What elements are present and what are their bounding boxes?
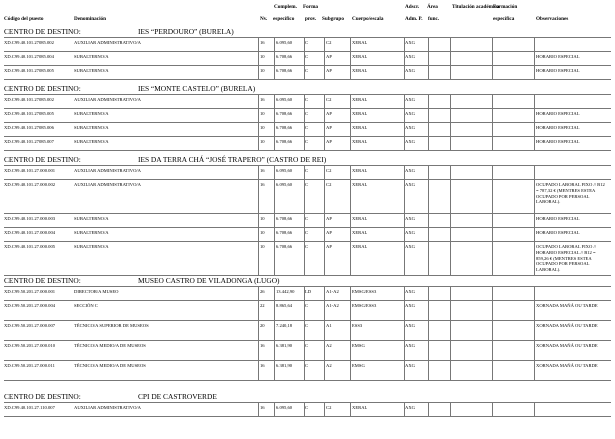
cell-complem: 6.708,66 xyxy=(276,68,293,73)
cell-nv: 22 xyxy=(260,303,265,308)
cell-code: XD.C99.40.101.27085.002 xyxy=(4,40,54,45)
cell-subgrupo: AP xyxy=(326,139,332,144)
header-complem: Complem. xyxy=(274,4,297,10)
row-divider xyxy=(4,108,611,109)
table-row xyxy=(4,97,611,108)
cell-cuerpo: XERAL xyxy=(352,216,368,221)
cell-adscr: AXG xyxy=(405,40,415,45)
column-divider xyxy=(324,94,325,150)
cell-adscr: AXG xyxy=(405,97,415,102)
row-divider xyxy=(4,213,611,214)
cell-observaciones: XORNADA MAÑÁ OU TARDE xyxy=(536,323,598,328)
cell-forma: LD xyxy=(305,289,312,294)
column-divider xyxy=(304,94,305,150)
cell-cuerpo: XERAL xyxy=(352,111,368,116)
column-divider xyxy=(492,286,493,380)
row-divider xyxy=(4,79,611,80)
column-divider xyxy=(258,286,259,380)
cell-denominacion: SUBALTERNO/A xyxy=(74,230,109,235)
column-divider xyxy=(258,37,259,79)
cell-adscr: AXG xyxy=(405,289,415,294)
cell-adscr: AXG xyxy=(405,125,415,130)
column-divider xyxy=(350,402,351,416)
table-row xyxy=(4,111,611,122)
section-label: CENTRO DE DESTINO: xyxy=(4,276,81,285)
cell-cuerpo: ESS3 xyxy=(352,323,363,328)
column-divider xyxy=(324,165,325,275)
cell-forma: C xyxy=(305,168,309,173)
row-divider xyxy=(4,179,611,180)
table-row xyxy=(4,289,611,300)
cell-cuerpo: XERAL xyxy=(352,40,368,45)
column-divider xyxy=(534,402,535,416)
cell-complem: 6.381,90 xyxy=(276,363,293,368)
column-divider xyxy=(274,165,275,275)
cell-cuerpo: XERAL xyxy=(352,54,368,59)
cell-nv: 16 xyxy=(260,182,265,187)
column-divider xyxy=(428,37,429,79)
column-divider xyxy=(450,37,451,79)
cell-adscr: AXG xyxy=(405,68,415,73)
cell-adscr: AXG xyxy=(405,323,415,328)
row-divider xyxy=(4,150,611,151)
cell-observaciones: HORARIO ESPECIAL xyxy=(536,54,580,59)
cell-subgrupo: AP xyxy=(326,68,332,73)
cell-complem: 6.095,60 xyxy=(276,40,293,45)
column-divider xyxy=(450,165,451,275)
cell-observaciones: HORARIO ESPECIAL xyxy=(536,216,580,221)
header-codigo: Código del puesto xyxy=(4,16,44,22)
column-divider xyxy=(404,286,405,380)
cell-denominacion: AUXILIAR ADMINISTRATIVO/A xyxy=(74,405,141,410)
cell-forma: C xyxy=(305,125,309,130)
section-center-name: IES DA TERRA CHÁ “JOSÉ TRAPERO” (CASTRO DE REI) xyxy=(138,155,327,164)
cell-adscr: AXG xyxy=(405,168,415,173)
column-divider xyxy=(534,94,535,150)
cell-nv: 16 xyxy=(260,343,265,348)
cell-cuerpo: XERAL xyxy=(352,68,368,73)
cell-observaciones: HORARIO ESPECIAL xyxy=(536,139,580,144)
cell-cuerpo: XERAL xyxy=(352,125,368,130)
cell-complem: 8.865,64 xyxy=(276,303,293,308)
section-label: CENTRO DE DESTINO: xyxy=(4,155,81,164)
cell-code: XD.C99.50.201.27.000.001 xyxy=(4,289,56,294)
section-label: CENTRO DE DESTINO: xyxy=(4,392,81,401)
cell-observaciones: HORARIO ESPECIAL xyxy=(536,68,580,73)
cell-complem: 6.095,60 xyxy=(276,97,293,102)
cell-denominacion: AUXILIAR ADMINISTRATIVO/A xyxy=(74,40,141,45)
column-divider xyxy=(534,286,535,380)
column-divider xyxy=(404,94,405,150)
cell-code: XD.C99.40.101.27085.005 xyxy=(4,111,54,116)
column-divider xyxy=(258,165,259,275)
cell-cuerpo: XERAL xyxy=(352,244,368,249)
column-divider xyxy=(324,402,325,416)
cell-subgrupo: AP xyxy=(326,244,332,249)
cell-cuerpo: XERAL xyxy=(352,182,368,187)
row-divider xyxy=(4,380,611,381)
cell-complem: 6.095,60 xyxy=(276,168,293,173)
cell-code: XD.C99.50.201.27.000.010 xyxy=(4,343,56,348)
cell-denominacion: AUXILIAR ADMINISTRATIVO/A xyxy=(74,182,141,187)
cell-denominacion: DIRECTOR/A MUSEO xyxy=(74,289,119,294)
cell-code: XD.C99.40.101.27085.006 xyxy=(4,125,54,130)
cell-code: XD.C99.40.101.27085.005 xyxy=(4,68,54,73)
row-divider xyxy=(4,300,611,301)
cell-observaciones: XORNADA MAÑÁ OU TARDE xyxy=(536,363,598,368)
cell-subgrupo: A2 xyxy=(326,343,332,348)
column-divider xyxy=(350,94,351,150)
cell-forma: C xyxy=(305,343,309,348)
cell-adscr: AXG xyxy=(405,182,415,187)
cell-nv: 16 xyxy=(260,405,265,410)
cell-denominacion: SUBALTERNO/A xyxy=(74,125,109,130)
column-divider xyxy=(324,37,325,79)
row-divider xyxy=(4,286,611,287)
cell-code: XD.C99.40.101.27085.004 xyxy=(4,54,54,59)
cell-nv: 16 xyxy=(260,363,265,368)
cell-forma: C xyxy=(305,303,309,308)
section-label: CENTRO DE DESTINO: xyxy=(4,27,81,36)
row-divider xyxy=(4,227,611,228)
cell-adscr: AXG xyxy=(405,54,415,59)
cell-denominacion: TÉCNICO/A MEDIO/A DE MUSEOS xyxy=(74,363,146,368)
header-formacion-especifica: específica xyxy=(493,16,515,22)
cell-adscr: AXG xyxy=(405,303,415,308)
header-observaciones: Observaciones xyxy=(536,16,569,22)
column-divider xyxy=(350,286,351,380)
cell-code: XD.C99.40.101.27.000.004 xyxy=(4,230,56,235)
cell-complem: 6.708,66 xyxy=(276,230,293,235)
cell-cuerpo: EMSG xyxy=(352,343,365,348)
row-divider xyxy=(4,122,611,123)
cell-denominacion: AUXILIAR ADMINISTRATIVO/A xyxy=(74,97,141,102)
cell-observaciones: HORARIO ESPECIAL xyxy=(536,230,580,235)
cell-forma: C xyxy=(305,97,309,102)
header-admp: Adm. P. xyxy=(405,16,423,22)
cell-complem: 6.708,66 xyxy=(276,111,293,116)
cell-nv: 10 xyxy=(260,68,265,73)
cell-forma: C xyxy=(305,54,309,59)
cell-complem: 6.708,66 xyxy=(276,54,293,59)
header-subgrupo: Subgrupo xyxy=(322,16,344,22)
row-divider xyxy=(4,340,611,341)
cell-code: XD.C99.40.101.27.000.002 xyxy=(4,182,56,187)
cell-observaciones: HORARIO ESPECIAL xyxy=(536,125,580,130)
cell-cuerpo: EMSG xyxy=(352,363,365,368)
cell-nv: 10 xyxy=(260,111,265,116)
cell-forma: C xyxy=(305,216,309,221)
cell-nv: 10 xyxy=(260,54,265,59)
cell-cuerpo: XERAL xyxy=(352,97,368,102)
table-row xyxy=(4,405,611,416)
column-divider xyxy=(304,286,305,380)
cell-code: XD.C99.40.101.27.000.005 xyxy=(4,244,56,249)
cell-forma: C xyxy=(305,139,309,144)
cell-complem: 13.442,90 xyxy=(276,289,295,294)
cell-denominacion: TÉCNICO/A SUPERIOR DE MUSEOS xyxy=(74,323,149,328)
column-divider xyxy=(492,402,493,416)
row-divider xyxy=(4,241,611,242)
column-divider xyxy=(324,286,325,380)
row-divider xyxy=(4,360,611,361)
header-nv: Nv. xyxy=(260,16,268,22)
cell-nv: 16 xyxy=(260,97,265,102)
column-divider xyxy=(428,402,429,416)
cell-denominacion: SUBALTERNO/A xyxy=(74,216,109,221)
cell-code: XD.C99.40.101.27.000.003 xyxy=(4,216,56,221)
cell-code: XD.C99.50.201.27.000.011 xyxy=(4,363,55,368)
cell-complem: 6.095,60 xyxy=(276,182,293,187)
column-divider xyxy=(492,94,493,150)
cell-denominacion: SUBALTERNO/A xyxy=(74,244,109,249)
section-center-name: IES “MONTE CASTELO” (BURELA) xyxy=(138,84,256,93)
cell-subgrupo: C2 xyxy=(326,182,332,187)
column-divider xyxy=(428,165,429,275)
cell-subgrupo: A1 xyxy=(326,323,332,328)
column-divider xyxy=(450,286,451,380)
cell-subgrupo: AP xyxy=(326,111,332,116)
column-divider xyxy=(534,165,535,275)
table-row xyxy=(4,230,611,241)
section-center-name: IES “PERDOURO” (BURELA) xyxy=(138,27,234,36)
cell-forma: C xyxy=(305,230,309,235)
cell-observaciones: OCUPADO LABORAL FIXO // B12 = 787,32 € (MENTRES ESTEA OCUPADO POR PERSOAL LABORAL). xyxy=(536,182,605,205)
cell-adscr: AXG xyxy=(405,405,415,410)
cell-complem: 6.095,60 xyxy=(276,405,293,410)
cell-complem: 7.240,18 xyxy=(276,323,293,328)
header-area: Área xyxy=(427,4,438,10)
cell-subgrupo: AP xyxy=(326,216,332,221)
cell-adscr: AXG xyxy=(405,139,415,144)
cell-subgrupo: AP xyxy=(326,54,332,59)
table-row xyxy=(4,244,611,275)
row-divider xyxy=(4,402,611,403)
column-divider xyxy=(258,402,259,416)
column-divider xyxy=(450,402,451,416)
cell-subgrupo: C2 xyxy=(326,40,332,45)
cell-observaciones: HORARIO ESPECIAL xyxy=(536,111,580,116)
cell-nv: 10 xyxy=(260,139,265,144)
cell-cuerpo: XERAL xyxy=(352,405,368,410)
header-adscr: Adscr. xyxy=(405,4,420,10)
section-center-name: MUSEO CASTRO DE VILADONGA (LUGO) xyxy=(138,276,280,285)
header-denominacion: Denominación xyxy=(74,16,106,22)
cell-complem: 6.708,66 xyxy=(276,216,293,221)
row-divider xyxy=(4,37,611,38)
cell-adscr: AXG xyxy=(405,244,415,249)
cell-code: XD.C99.40.101.27085.002 xyxy=(4,97,54,102)
cell-cuerpo: XERAL xyxy=(352,168,368,173)
section-label: CENTRO DE DESTINO: xyxy=(4,84,81,93)
cell-subgrupo: C2 xyxy=(326,405,332,410)
cell-adscr: AXG xyxy=(405,363,415,368)
row-divider xyxy=(4,51,611,52)
cell-nv: 10 xyxy=(260,216,265,221)
cell-nv: 20 xyxy=(260,323,265,328)
cell-forma: C xyxy=(305,40,309,45)
cell-adscr: AXG xyxy=(405,230,415,235)
cell-forma: C xyxy=(305,244,309,249)
cell-cuerpo: EMSG/ESS3 xyxy=(352,303,377,308)
header-titulacion: Titulación académica xyxy=(452,4,500,10)
table-row xyxy=(4,125,611,136)
table-row xyxy=(4,68,611,79)
cell-cuerpo: XERAL xyxy=(352,230,368,235)
cell-adscr: AXG xyxy=(405,111,415,116)
cell-denominacion: SUBALTERNO/A xyxy=(74,111,109,116)
cell-complem: 6.708,66 xyxy=(276,125,293,130)
column-divider xyxy=(404,165,405,275)
cell-denominacion: SUBALTERNO/A xyxy=(74,54,109,59)
header-especifico: específico xyxy=(273,16,295,22)
cell-code: XD.C99.40.101.27085.007 xyxy=(4,139,54,144)
cell-adscr: AXG xyxy=(405,216,415,221)
header-prov: prov. xyxy=(305,16,317,22)
cell-code: XD.C99.50.201.27.000.004 xyxy=(4,303,56,308)
cell-forma: C xyxy=(305,363,309,368)
cell-observaciones: OCUPADO LABORAL FIXO // HORARIO ESPECIAL // B12 = 859,26 € (MENTRES ESTEA OCUPADO POR PERSOAL LABORAL). xyxy=(536,244,597,273)
column-divider xyxy=(492,165,493,275)
cell-forma: C xyxy=(305,405,309,410)
table-row xyxy=(4,182,611,213)
cell-nv: 10 xyxy=(260,244,265,249)
cell-complem: 6.381,90 xyxy=(276,343,293,348)
cell-forma: C xyxy=(305,111,309,116)
section-center-name: CPI DE CASTROVERDE xyxy=(138,392,217,401)
cell-subgrupo: A1-A2 xyxy=(326,289,339,294)
cell-code: XD.C99.40.101.27.110.007 xyxy=(4,405,55,410)
cell-subgrupo: C2 xyxy=(326,97,332,102)
cell-subgrupo: C2 xyxy=(326,168,332,173)
cell-code: XD.C99.40.101.27.000.001 xyxy=(4,168,56,173)
row-divider xyxy=(4,165,611,166)
table-row xyxy=(4,54,611,65)
cell-forma: C xyxy=(305,182,309,187)
cell-nv: 16 xyxy=(260,40,265,45)
row-divider xyxy=(4,65,611,66)
column-divider xyxy=(274,402,275,416)
column-divider xyxy=(428,286,429,380)
cell-denominacion: TÉCNICO/A MEDIO/A DE MUSEOS xyxy=(74,343,146,348)
cell-adscr: AXG xyxy=(405,343,415,348)
table-row xyxy=(4,343,611,360)
cell-forma: C xyxy=(305,68,309,73)
table-row xyxy=(4,323,611,340)
table-row xyxy=(4,40,611,51)
header-formacion: Formación xyxy=(493,4,518,10)
column-divider xyxy=(492,37,493,79)
table-row xyxy=(4,363,611,380)
header-forma: Forma xyxy=(303,4,318,10)
column-divider xyxy=(304,165,305,275)
cell-denominacion: SUBALTERNO/A xyxy=(74,139,109,144)
table-row xyxy=(4,139,611,150)
column-divider xyxy=(404,37,405,79)
table-row xyxy=(4,303,611,320)
cell-denominacion: SECCIÓN C xyxy=(74,303,98,308)
cell-nv: 10 xyxy=(260,230,265,235)
cell-denominacion: SUBALTERNO/A xyxy=(74,68,109,73)
cell-denominacion: AUXILIAR ADMINISTRATIVO/A xyxy=(74,168,141,173)
cell-complem: 6.708,66 xyxy=(276,139,293,144)
cell-nv: 26 xyxy=(260,289,265,294)
table-row xyxy=(4,216,611,227)
cell-subgrupo: A1-A2 xyxy=(326,303,339,308)
cell-subgrupo: AP xyxy=(326,125,332,130)
column-divider xyxy=(428,94,429,150)
row-divider xyxy=(4,320,611,321)
column-divider xyxy=(534,37,535,79)
row-divider xyxy=(4,416,611,417)
column-divider xyxy=(274,286,275,380)
table-row xyxy=(4,168,611,179)
column-divider xyxy=(350,165,351,275)
cell-cuerpo: XERAL xyxy=(352,139,368,144)
header-func: func. xyxy=(428,16,440,22)
cell-nv: 10 xyxy=(260,125,265,130)
column-divider xyxy=(304,402,305,416)
column-divider xyxy=(258,94,259,150)
column-divider xyxy=(350,37,351,79)
column-divider xyxy=(274,37,275,79)
cell-complem: 6.708,66 xyxy=(276,244,293,249)
cell-observaciones: XORNADA MAÑÁ OU TARDE xyxy=(536,303,598,308)
cell-code: XD.C99.50.201.27.000.007 xyxy=(4,323,56,328)
column-divider xyxy=(450,94,451,150)
row-divider xyxy=(4,136,611,137)
cell-subgrupo: AP xyxy=(326,230,332,235)
cell-forma: C xyxy=(305,323,309,328)
column-divider xyxy=(404,402,405,416)
row-divider xyxy=(4,275,611,276)
cell-observaciones: XORNADA MAÑÁ OU TARDE xyxy=(536,343,598,348)
column-divider xyxy=(274,94,275,150)
column-divider xyxy=(304,37,305,79)
header-cuerpo: Cuerpo/escala xyxy=(352,16,384,22)
row-divider xyxy=(4,94,611,95)
cell-cuerpo: EMSG/ESS3 xyxy=(352,289,377,294)
cell-nv: 16 xyxy=(260,168,265,173)
cell-subgrupo: A2 xyxy=(326,363,332,368)
